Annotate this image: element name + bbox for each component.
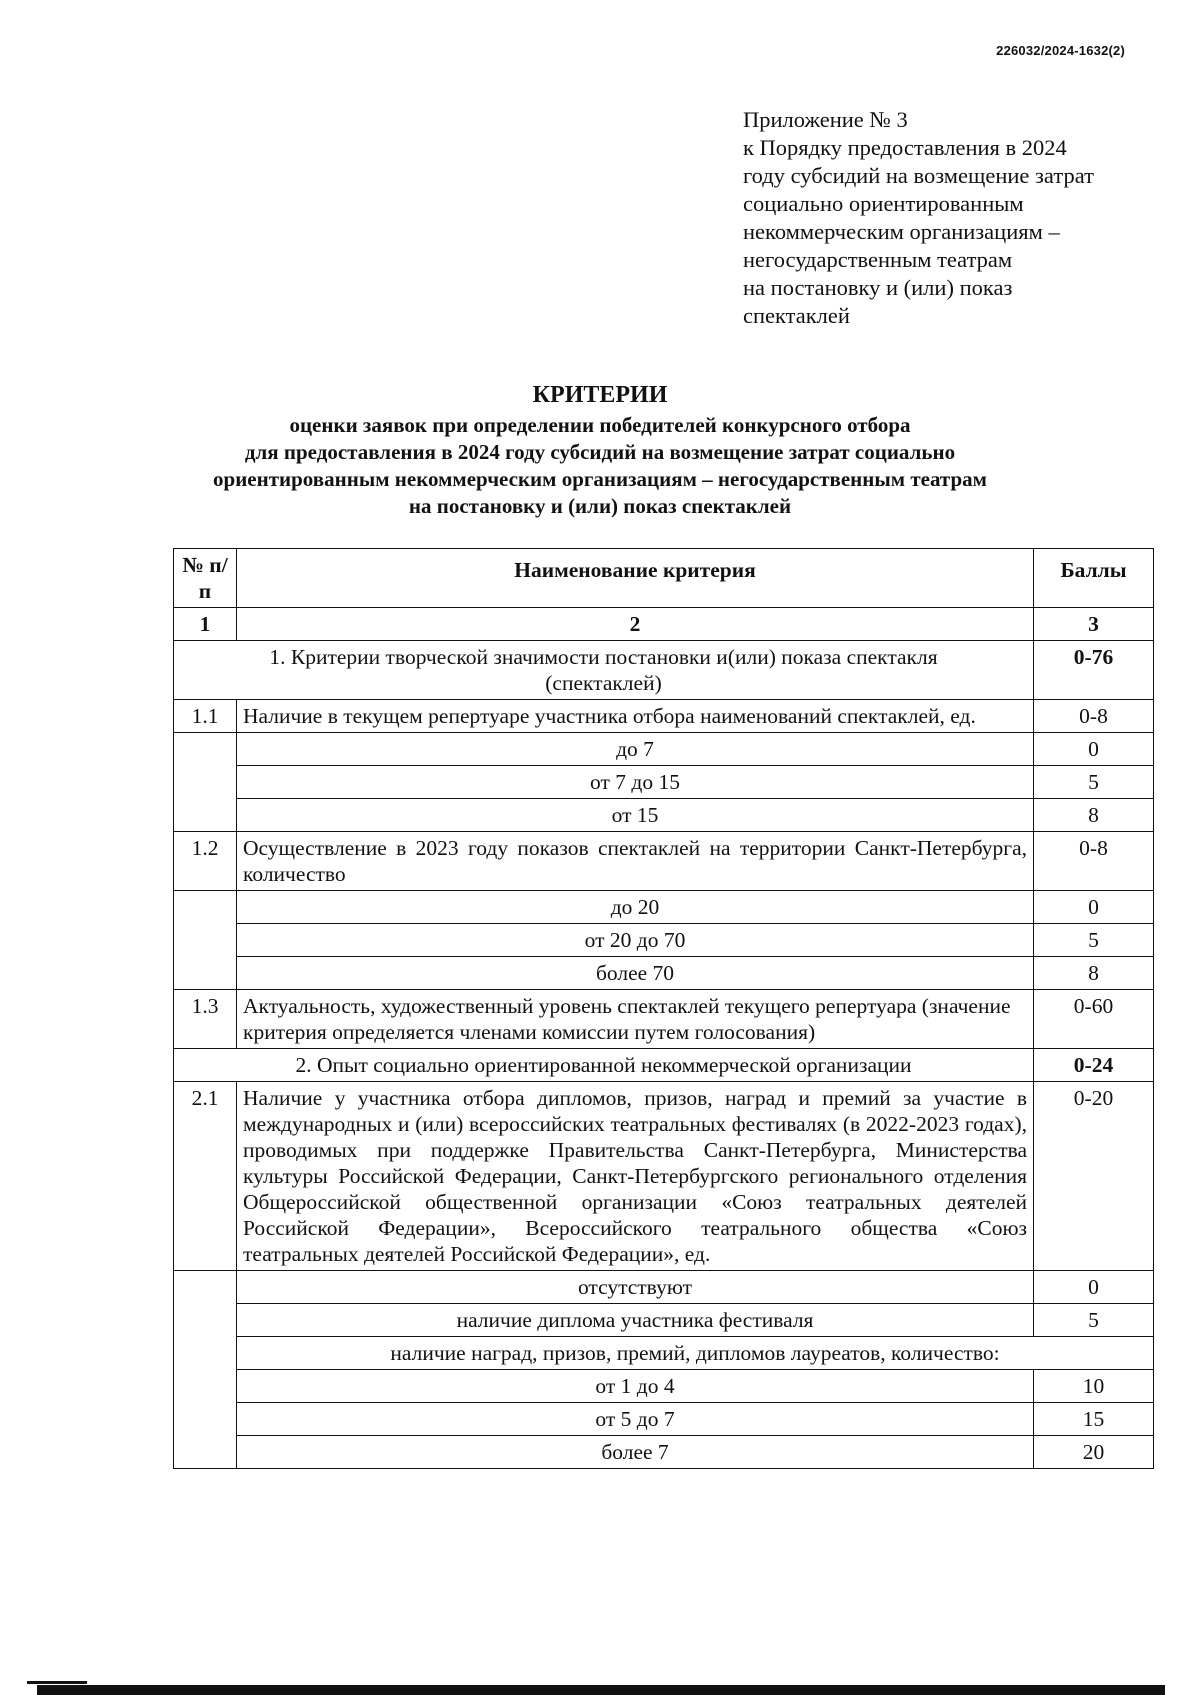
criterion-row <box>174 832 1154 891</box>
criterion-score: 0-20 <box>1034 1082 1154 1271</box>
option-label: от 1 до 4 <box>237 1370 1034 1403</box>
document-title <box>0 382 1200 520</box>
option-score: 8 <box>1034 957 1154 990</box>
option-row <box>174 957 1154 990</box>
appendix-line: на постановку и (или) показ <box>743 275 1013 300</box>
title-line: оценки заявок при определении победителей конкурсного отбора <box>289 413 911 437</box>
section2-label: 2. Опыт социально ориентированной некоммерческой организации <box>174 1049 1034 1082</box>
criterion-row <box>174 1082 1154 1271</box>
awards-label: наличие наград, призов, премий, дипломов лауреатов, количество: <box>237 1337 1154 1370</box>
option-label: от 7 до 15 <box>237 766 1034 799</box>
appendix-line: спектаклей <box>743 303 850 328</box>
criterion-score: 0-8 <box>1034 832 1154 891</box>
criterion-num: 1.2 <box>174 832 237 891</box>
criterion-num: 1.3 <box>174 990 237 1049</box>
criteria-table <box>173 548 1154 1469</box>
option-score: 5 <box>1034 924 1154 957</box>
criterion-text: Наличие у участника отбора дипломов, призов, наград и премий за участие в международных и (или) всероссийских театральных фестивалях (в 2022-2023 годах), проводимых при поддержке Правительства Санкт-Петербурга, Министерства культуры Российской Федерации, Санкт-Петербургского регионального отделения Общероссийской общественной организации «Союз театральных деятелей Российской Федерации», Всероссийского театрального общества «Союз театральных деятелей Российской Федерации», ед. <box>237 1082 1034 1271</box>
header-score: Баллы <box>1034 549 1154 608</box>
option-label: отсутствуют <box>237 1271 1034 1304</box>
criterion-num: 1.1 <box>174 700 237 733</box>
option-score: 15 <box>1034 1403 1154 1436</box>
option-row <box>174 1271 1154 1304</box>
criterion-text: Наличие в текущем репертуаре участника отбора наименований спектаклей, ед. <box>237 700 1034 733</box>
empty-num-cell <box>174 1271 237 1469</box>
option-row <box>174 1403 1154 1436</box>
criterion-text: Осуществление в 2023 году показов спектаклей на территории Санкт-Петербурга, количество <box>237 832 1034 891</box>
option-score: 10 <box>1034 1370 1154 1403</box>
option-label: от 5 до 7 <box>237 1403 1034 1436</box>
empty-num-cell <box>174 891 237 990</box>
criterion-num: 2.1 <box>174 1082 237 1271</box>
option-score: 5 <box>1034 766 1154 799</box>
section2-score: 0-24 <box>1034 1049 1154 1082</box>
option-label: более 7 <box>237 1436 1034 1469</box>
title-main: КРИТЕРИИ <box>532 382 668 408</box>
criterion-row <box>174 990 1154 1049</box>
option-label: более 70 <box>237 957 1034 990</box>
option-label: до 20 <box>237 891 1034 924</box>
colnum-1: 1 <box>174 608 237 641</box>
appendix-block <box>743 106 1143 330</box>
title-line: для предоставления в 2024 году субсидий на возмещение затрат социально <box>244 440 956 464</box>
section-row <box>174 1049 1154 1082</box>
option-score: 20 <box>1034 1436 1154 1469</box>
header-name: Наименование критерия <box>237 549 1034 608</box>
option-row <box>174 1370 1154 1403</box>
colnum-2: 2 <box>237 608 1034 641</box>
criterion-row <box>174 700 1154 733</box>
option-label: наличие диплома участника фестиваля <box>237 1304 1034 1337</box>
section1-label: 1. Критерии творческой значимости постановки и(или) показа спектакля (спектаклей) <box>174 641 1034 700</box>
appendix-line: Приложение № 3 <box>743 107 908 132</box>
document-registration-number: 226032/2024-1632(2) <box>996 43 1125 58</box>
option-score: 0 <box>1034 733 1154 766</box>
option-score: 8 <box>1034 799 1154 832</box>
option-row <box>174 766 1154 799</box>
section-row <box>174 641 1154 700</box>
option-row <box>174 1304 1154 1337</box>
appendix-line: к Порядку предоставления в 2024 <box>743 135 1067 160</box>
criterion-text: Актуальность, художественный уровень спектаклей текущего репертуара (значение критерия определяется членами комиссии путем голосования) <box>237 990 1034 1049</box>
option-row <box>174 799 1154 832</box>
option-score: 0 <box>1034 891 1154 924</box>
appendix-line: негосударственным театрам <box>743 247 1013 272</box>
option-score: 0 <box>1034 1271 1154 1304</box>
option-label: до 7 <box>237 733 1034 766</box>
option-score: 5 <box>1034 1304 1154 1337</box>
title-line: ориентированным некоммерческим организациям – негосударственным театрам <box>213 467 987 491</box>
section1-score: 0-76 <box>1034 641 1154 700</box>
option-row <box>174 1337 1154 1370</box>
option-row <box>174 733 1154 766</box>
empty-num-cell <box>174 733 237 832</box>
option-row <box>174 1436 1154 1469</box>
option-label: от 15 <box>237 799 1034 832</box>
appendix-line: социально ориентированным <box>743 191 1024 216</box>
criterion-score: 0-8 <box>1034 700 1154 733</box>
table-header-row <box>174 549 1154 608</box>
scan-bottom-edge <box>37 1685 1165 1695</box>
column-number-row <box>174 608 1154 641</box>
appendix-line: году субсидий на возмещение затрат <box>743 163 1094 188</box>
appendix-line: некоммерческим организациям – <box>743 219 1060 244</box>
option-row <box>174 924 1154 957</box>
title-line: на постановку и (или) показ спектаклей <box>408 494 792 518</box>
option-label: от 20 до 70 <box>237 924 1034 957</box>
criterion-score: 0-60 <box>1034 990 1154 1049</box>
colnum-3: 3 <box>1034 608 1154 641</box>
option-row <box>174 891 1154 924</box>
header-num: № п/п <box>174 549 237 608</box>
